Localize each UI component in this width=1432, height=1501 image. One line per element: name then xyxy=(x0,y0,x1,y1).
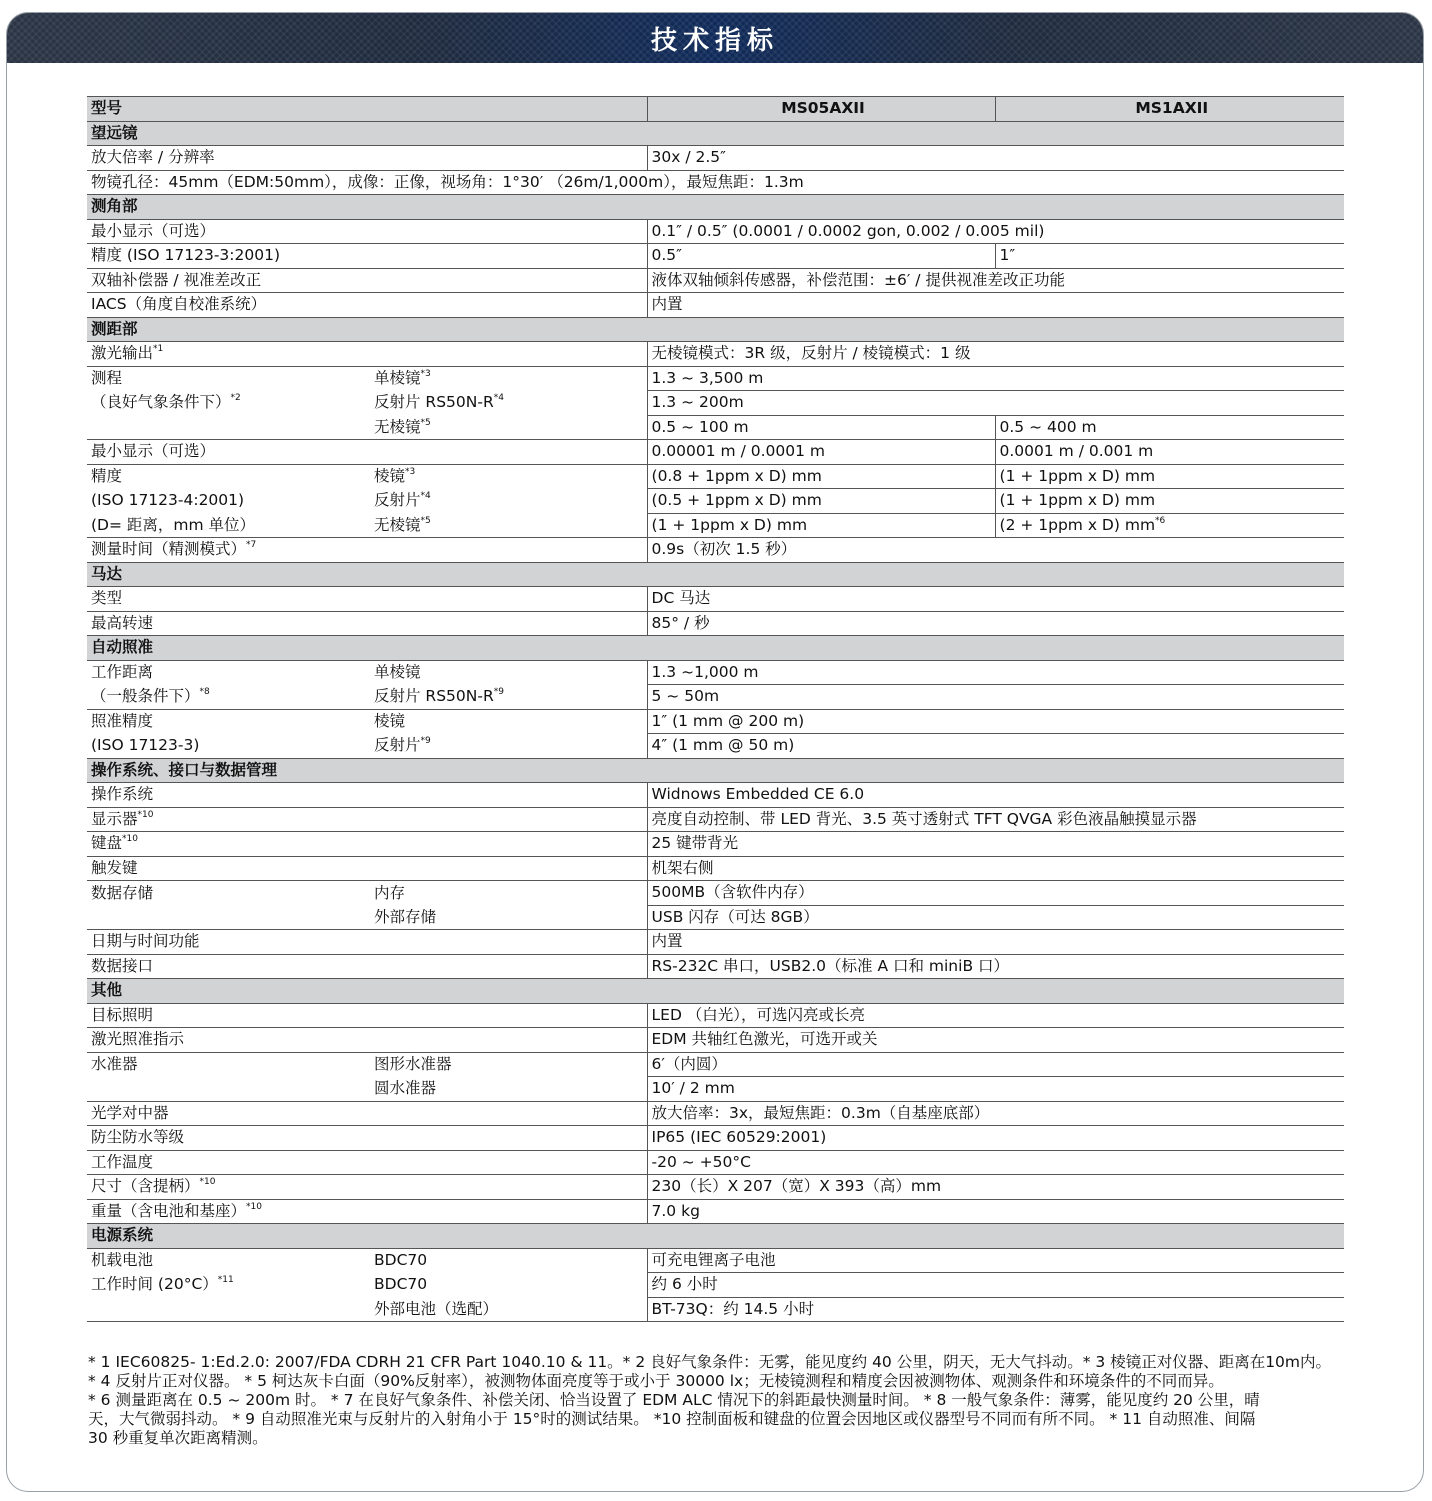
row-sublabel: 棱镜 xyxy=(374,712,406,730)
table-row xyxy=(87,1101,1344,1126)
row-value: 1.3 ~ 200m xyxy=(647,391,1344,416)
row-value-b: 0.0001 m / 0.001 m xyxy=(995,440,1344,465)
row-value-a: 0.5″ xyxy=(647,244,995,269)
footnote-line: 30 秒重复单次距离精测。 xyxy=(88,1429,268,1447)
section-row xyxy=(87,121,1344,146)
table-row xyxy=(87,1150,1344,1175)
table-row xyxy=(87,660,1344,685)
table-row xyxy=(87,1052,1344,1077)
row-label: 重量（含电池和基座）$^{*10}$ xyxy=(87,1199,647,1224)
section-other: 其他 xyxy=(87,979,1344,1004)
row-label: 显示器$^{*10}$ xyxy=(87,807,647,832)
row-sublabel: 外部存储 xyxy=(370,905,647,930)
row-value: 无棱镜模式：3R 级，反射片 / 棱镜模式：1 级 xyxy=(647,342,1344,367)
row-label: 尺寸（含提柄）$^{*10}$ xyxy=(87,1175,647,1200)
table-row xyxy=(87,734,1344,759)
row-sublabel: 反射片$^{*4}$ xyxy=(374,491,431,510)
row-label: 激光输出$^{*1}$ xyxy=(87,342,647,367)
row-label: 目标照明 xyxy=(87,1003,647,1028)
table-row xyxy=(87,513,1344,538)
section-row xyxy=(87,317,1344,342)
row-value: IP65 (IEC 60529:2001) xyxy=(647,1126,1344,1151)
table-row xyxy=(87,538,1344,563)
row-value: 液体双轴倾斜传感器，补偿范围：±6′ / 提供视准差改正功能 xyxy=(647,268,1344,293)
section-angle: 测角部 xyxy=(87,195,1344,220)
model-a: MS05AXII xyxy=(647,97,995,122)
row-value: 10′ / 2 mm xyxy=(647,1077,1344,1102)
row-value: 85° / 秒 xyxy=(647,611,1344,636)
row-value: 6′（内圆） xyxy=(647,1052,1344,1077)
spec-table xyxy=(87,96,1344,1322)
row-value: RS-232C 串口，USB2.0（标准 A 口和 miniB 口） xyxy=(647,954,1344,979)
row-label: (ISO 17123-4:2001) xyxy=(91,491,245,510)
row-sublabel: 单棱镜$^{*3}$ xyxy=(374,369,431,387)
row-sublabel: 图形水准器 xyxy=(374,1055,452,1073)
row-value: DC 马达 xyxy=(647,587,1344,612)
row-label: 放大倍率 / 分辨率 xyxy=(87,146,647,171)
table-row xyxy=(87,832,1344,857)
table-row xyxy=(87,954,1344,979)
table-row xyxy=(87,464,1344,489)
section-power: 电源系统 xyxy=(87,1224,1344,1249)
table-row xyxy=(87,587,1344,612)
row-value: 放大倍率：3x，最短焦距：0.3m（自基座底部） xyxy=(647,1101,1344,1126)
row-value: 4″ (1 mm @ 50 m) xyxy=(647,734,1344,759)
row-value: 约 6 小时 xyxy=(647,1273,1344,1298)
section-motor: 马达 xyxy=(87,562,1344,587)
row-label: 工作距离 xyxy=(91,663,154,681)
model-b: MS1AXII xyxy=(995,97,1344,122)
table-row xyxy=(87,807,1344,832)
banner xyxy=(7,13,1423,63)
row-value: 0.1″ / 0.5″ (0.0001 / 0.0002 gon, 0.002 / 0.005 mil) xyxy=(647,219,1344,244)
table-row xyxy=(87,1199,1344,1224)
row-value-b: (1 + 1ppm x D) mm xyxy=(995,464,1344,489)
row-value: BT-73Q：约 14.5 小时 xyxy=(647,1297,1344,1322)
row-label: 键盘$^{*10}$ xyxy=(87,832,647,857)
table-row xyxy=(87,391,1344,416)
row-value: 230（长）X 207（宽）X 393（高）mm xyxy=(647,1175,1344,1200)
banner-title: 技术指标 xyxy=(650,25,779,56)
row-label: 操作系统 xyxy=(87,783,647,808)
row-sublabel: 内存 xyxy=(374,883,406,902)
row-label: (D= 距离，mm 单位） xyxy=(87,513,370,538)
section-os: 操作系统、接口与数据管理 xyxy=(87,758,1344,783)
table-row xyxy=(87,366,1344,391)
footnote-line: * 6 测量距离在 0.5 ~ 200m 时。 * 7 在良好气象条件、补偿关闭、恰当设置了 EDM ALC 情况下的斜距最快测量时间。 * 8 一般气象条件：薄雾，能见度约 20 公里，晴 xyxy=(88,1391,1260,1409)
row-sublabel: 外部电池（选配） xyxy=(370,1297,647,1322)
row-label: 照准精度 xyxy=(91,712,154,730)
table-row xyxy=(87,415,1344,440)
row-value-b: 0.5 ~ 400 m xyxy=(995,415,1344,440)
row-value: 25 键带背光 xyxy=(647,832,1344,857)
row-value: 30x / 2.5″ xyxy=(647,146,1344,171)
row-label: 测程 xyxy=(91,369,123,387)
table-row xyxy=(87,1175,1344,1200)
row-sublabel: 棱镜$^{*3}$ xyxy=(374,467,416,485)
row-value: 7.0 kg xyxy=(647,1199,1344,1224)
row-value: 5 ~ 50m xyxy=(647,685,1344,710)
table-row xyxy=(87,930,1344,955)
row-sublabel: BDC70 xyxy=(374,1275,428,1294)
section-row xyxy=(87,1224,1344,1249)
row-label: （一般条件下）$^{*8}$ xyxy=(87,685,370,710)
section-row xyxy=(87,636,1344,661)
table-row xyxy=(87,146,1344,171)
table-row xyxy=(87,244,1344,269)
row-label: 数据接口 xyxy=(87,954,647,979)
row-sublabel: 无棱镜$^{*5}$ xyxy=(370,415,647,440)
row-label: 最小显示（可选） xyxy=(87,219,647,244)
row-sublabel: 反射片 $RS50N-R^{*9}$ xyxy=(370,685,647,710)
row-label: IACS（角度自校准系统） xyxy=(87,293,647,318)
row-label xyxy=(87,905,370,930)
row-label: 精度 xyxy=(91,467,123,485)
row-label: 精度 (ISO 17123-3:2001) xyxy=(87,244,647,269)
row-value-a: 0.00001 m / 0.0001 m xyxy=(647,440,995,465)
table-row xyxy=(87,709,1344,734)
row-value: -20 ~ +50°C xyxy=(647,1150,1344,1175)
footnotes xyxy=(88,1353,1346,1448)
section-autocollimation: 自动照准 xyxy=(87,636,1344,661)
row-value: Widnows Embedded CE 6.0 xyxy=(647,783,1344,808)
row-label: 日期与时间功能 xyxy=(87,930,647,955)
footnote-line: * 4 反射片正对仪器。 * 5 柯达灰卡白面（90%反射率），被测物体面亮度等于或小于 30000 lx；无棱镜测程和精度会因被测物体、观测条件和环境条件的不同而异。 xyxy=(88,1372,1224,1390)
row-sublabel: BDC70 xyxy=(374,1251,428,1269)
row-label: 数据存储 xyxy=(91,883,154,902)
row-label: 双轴补偿器 / 视准差改正 xyxy=(87,268,647,293)
row-value-b: (1 + 1ppm x D) mm xyxy=(995,489,1344,514)
row-value-a: (1 + 1ppm x D) mm xyxy=(647,513,995,538)
row-label: 触发键 xyxy=(87,856,647,881)
row-sublabel: 圆水准器 xyxy=(370,1077,647,1102)
row-label: 工作温度 xyxy=(87,1150,647,1175)
section-row xyxy=(87,758,1344,783)
row-value: 1.3 ~ 3,500 m xyxy=(647,366,1344,391)
row-value: 亮度自动控制、带 LED 背光、3.5 英寸透射式 TFT QVGA 彩色液晶触摸显示器 xyxy=(647,807,1344,832)
row-label: 最高转速 xyxy=(87,611,647,636)
header-row xyxy=(87,97,1344,122)
row-value: 0.9s（初次 1.5 秒） xyxy=(647,538,1344,563)
table-row xyxy=(87,170,1344,195)
row-sublabel: 无棱镜$^{*5}$ xyxy=(370,513,647,538)
row-label: 激光照准指示 xyxy=(87,1028,647,1053)
section-row xyxy=(87,979,1344,1004)
row-value-a: (0.5 + 1ppm x D) mm xyxy=(647,489,995,514)
section-distance: 测距部 xyxy=(87,317,1344,342)
section-telescope: 望远镜 xyxy=(87,121,1344,146)
model-label: 型号 xyxy=(87,97,647,122)
table-row xyxy=(87,856,1344,881)
footnote-line: 天，大气微弱抖动。 * 9 自动照准光束与反射片的入射角小于 15°时的测试结果。 *10 控制面板和键盘的位置会因地区或仪器型号不同而有所不同。 * 11 自动照准、间隔 xyxy=(88,1410,1256,1428)
row-value: EDM 共轴红色激光，可选开或关 xyxy=(647,1028,1344,1053)
row-value-a: 0.5 ~ 100 m xyxy=(647,415,995,440)
table-row xyxy=(87,685,1344,710)
row-value: 内置 xyxy=(647,930,1344,955)
table-row xyxy=(87,1297,1344,1322)
table-row xyxy=(87,905,1344,930)
table-row xyxy=(87,611,1344,636)
table-row xyxy=(87,219,1344,244)
table-row xyxy=(87,440,1344,465)
row-label: (ISO 17123-3) xyxy=(87,734,370,759)
table-row xyxy=(87,1028,1344,1053)
table-row xyxy=(87,489,1344,514)
table-row xyxy=(87,268,1344,293)
row-value: 可充电锂离子电池 xyxy=(647,1248,1344,1273)
row-value: USB 闪存（可达 8GB） xyxy=(647,905,1344,930)
row-label xyxy=(87,415,370,440)
table-row xyxy=(87,881,1344,906)
row-label: 最小显示（可选） xyxy=(87,440,647,465)
row-sublabel: 单棱镜 xyxy=(374,663,421,681)
row-label xyxy=(87,1077,370,1102)
table-row xyxy=(87,1248,1344,1273)
row-label: 水准器 xyxy=(91,1055,138,1073)
section-row xyxy=(87,195,1344,220)
row-value: LED （白光），可选闪亮或长亮 xyxy=(647,1003,1344,1028)
row-label xyxy=(87,1297,370,1322)
row-value: 内置 xyxy=(647,293,1344,318)
row-value-b: (2 + 1ppm x D) $mm^{*6}$ xyxy=(995,513,1344,538)
row-value: 1″ (1 mm @ 200 m) xyxy=(647,709,1344,734)
row-value: 1.3 ~1,000 m xyxy=(647,660,1344,685)
table-row xyxy=(87,1077,1344,1102)
table-row xyxy=(87,342,1344,367)
row-label: 机载电池 xyxy=(91,1251,154,1269)
row-label: 光学对中器 xyxy=(87,1101,647,1126)
table-row xyxy=(87,1273,1344,1298)
table-row xyxy=(87,1126,1344,1151)
row-value-a: (0.8 + 1ppm x D) mm xyxy=(647,464,995,489)
row-label: 工作时间 (20°C）$^{*11}$ xyxy=(91,1275,234,1294)
row-sublabel: 反射片 $RS50N-R^{*4}$ xyxy=(374,393,504,412)
footnote-line: * 1 IEC60825- 1:Ed.2.0: 2007/FDA CDRH 21 CFR Part 1040.10 & 11。* 2 良好气象条件：无雾，能见度约 40 公里，阴天，无大气抖动。* 3 棱镜正对仪器、距离在10m内。 xyxy=(88,1353,1332,1371)
row-label: （良好气象条件下）$^{*2}$ xyxy=(91,393,241,412)
table-row xyxy=(87,783,1344,808)
row-value: 500MB（含软件内存） xyxy=(647,881,1344,906)
row-value-b: 1″ xyxy=(995,244,1344,269)
section-row xyxy=(87,562,1344,587)
row-value: 机架右侧 xyxy=(647,856,1344,881)
row-label: 类型 xyxy=(87,587,647,612)
row-value: 物镜孔径：45mm（EDM:50mm），成像：正像，视场角：1°30′ （26m/1,000m），最短焦距：1.3m xyxy=(87,170,1344,195)
row-label: 测量时间（精测模式）$^{*7}$ xyxy=(87,538,647,563)
table-row xyxy=(87,1003,1344,1028)
table-row xyxy=(87,293,1344,318)
row-label: 防尘防水等级 xyxy=(87,1126,647,1151)
row-sublabel: 反射片$^{*9}$ xyxy=(370,734,647,759)
